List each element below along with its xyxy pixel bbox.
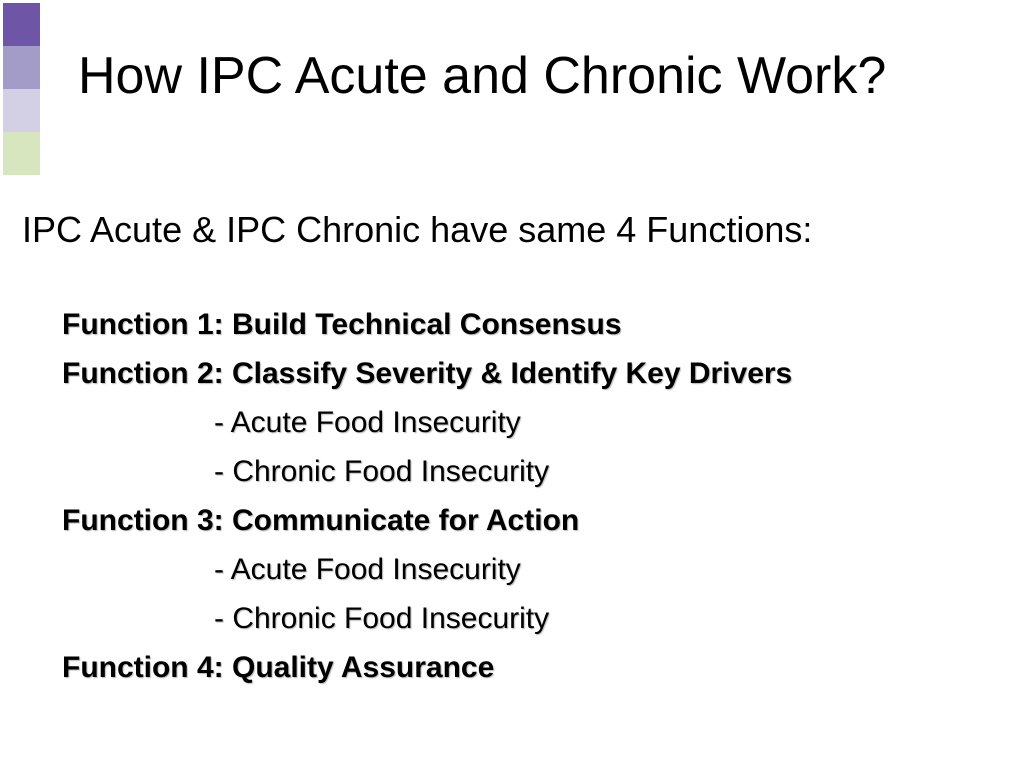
function-1-line: Function 1: Build Technical Consensus bbox=[62, 308, 622, 341]
function-2-sub-chronic: - Chronic Food Insecurity bbox=[214, 455, 550, 488]
accent-block-4 bbox=[3, 132, 40, 175]
accent-block-1 bbox=[3, 3, 40, 46]
function-3-sub-acute: - Acute Food Insecurity bbox=[214, 553, 521, 586]
slide-title: How IPC Acute and Chronic Work? bbox=[78, 47, 887, 105]
accent-bar bbox=[3, 3, 40, 175]
accent-block-2 bbox=[3, 46, 40, 89]
function-2-sub-acute: - Acute Food Insecurity bbox=[214, 406, 521, 439]
accent-block-3 bbox=[3, 89, 40, 132]
function-4-line: Function 4: Quality Assurance bbox=[62, 651, 495, 684]
function-3-line: Function 3: Communicate for Action bbox=[62, 504, 580, 537]
function-3-sub-chronic: - Chronic Food Insecurity bbox=[214, 602, 550, 635]
function-2-line: Function 2: Classify Severity & Identify Key Drivers bbox=[62, 357, 793, 390]
intro-text: IPC Acute & IPC Chronic have same 4 Functions: bbox=[22, 209, 813, 250]
